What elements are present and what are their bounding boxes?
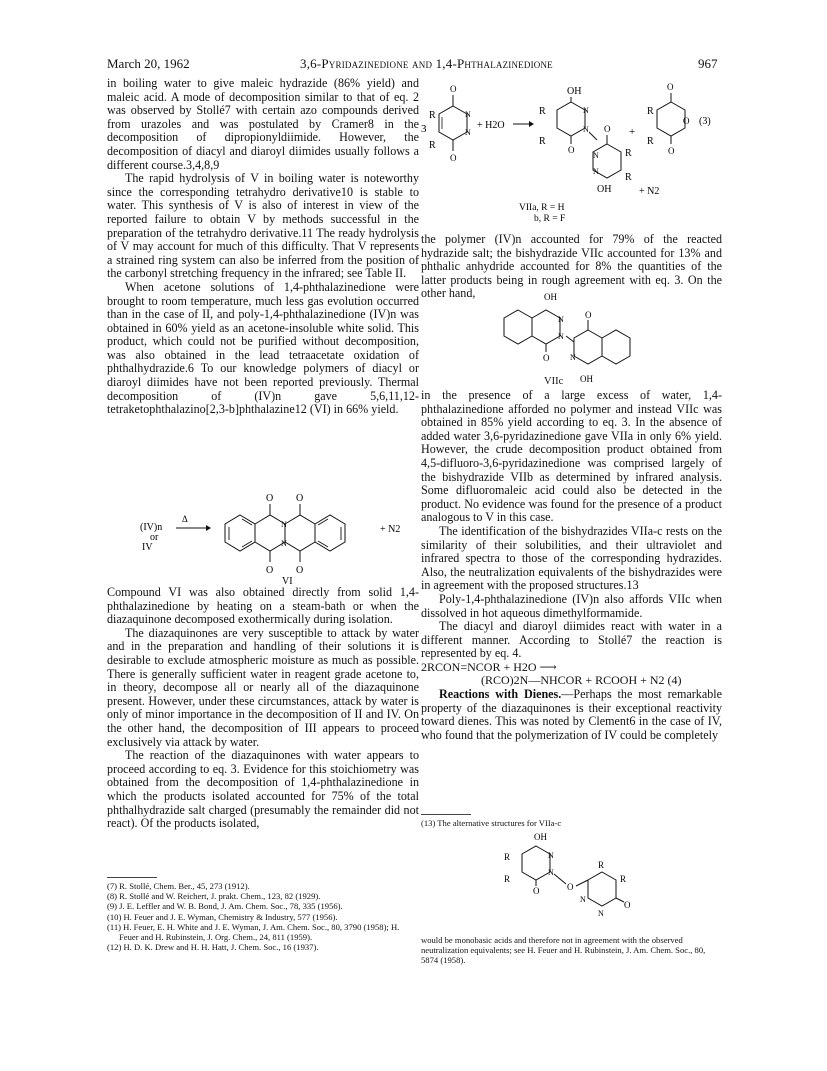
paragraph: When acetone solutions of 1,4-phthalazinedione were brought to room temperature, much less gas evolution occurred than in the case of II, and poly-1,4-phthalazinedione (IV)n was obtained in 60% yield as an acetone-insoluble white solid. This product, which could not be purified without decomposition, was also obtained in the lead tetraacetate oxidation of phthalhydrazide.6 To our knowledge polymers of diacyl or diaroyl diimides have not been reported previously. Thermal decomposition of (IV)n gave 5,6,11,12-tetraketophthalazino[2,3-b]phthalazine12 (VI) in 66% yield.	[107, 279, 419, 417]
footnote: (9) J. E. Leffler and W. B. Bond, J. Am. Chem. Soc., 78, 335 (1956).	[107, 901, 343, 912]
footnotes-left	[107, 881, 419, 952]
right-column-middle	[421, 389, 722, 742]
svg-text:N: N	[465, 110, 471, 119]
svg-text:O: O	[296, 565, 304, 576]
svg-text:R: R	[504, 852, 511, 862]
footnote-rule	[107, 877, 157, 878]
svg-text:O: O	[683, 116, 690, 126]
paragraph: The diacyl and diaroyl diimides react with water in a different manner. According to Stollé7 the reaction is represented by eq. 4.	[421, 619, 722, 661]
structure-VIIc	[500, 290, 660, 390]
svg-text:R: R	[625, 172, 632, 183]
reactant-label: IV	[142, 542, 153, 553]
svg-text:O: O	[585, 310, 592, 320]
svg-text:O: O	[667, 82, 674, 92]
svg-text:O: O	[567, 882, 574, 892]
scheme-compound-VI	[140, 490, 420, 585]
svg-text:O: O	[450, 84, 457, 94]
svg-text:O: O	[568, 145, 575, 155]
footnote-13-head: (13) The alternative structures for VIIa-c	[421, 818, 562, 828]
svg-text:O: O	[604, 124, 611, 134]
running-header-title: 3,6-Pyridazinedione and 1,4-Phthalazinedione	[300, 56, 553, 71]
svg-text:N: N	[281, 539, 287, 548]
paragraph: The rapid hydrolysis of V in boiling water is noteworthy since the corresponding tetrahydro derivative10 is stable to water. This synthesis of V is also of interest in view of the reported failure to obtain V by methods successful in the preparation of the tetrahydro derivative.11 The ready hydrolysis of V may account for much of this difficulty. That V represents a strained ring system can also be inferred from the position of the carbonyl stretching frequency in the infrared; see Table II.	[107, 171, 419, 281]
svg-text:O: O	[450, 153, 457, 163]
footnote: (7) R. Stollé, Chem. Ber., 45, 273 (1912).	[107, 881, 250, 891]
delta-label: Δ	[182, 514, 188, 524]
svg-text:R: R	[429, 110, 436, 121]
left-column-upper	[107, 77, 419, 417]
arrow-head-icon	[206, 525, 211, 531]
svg-text:3: 3	[421, 123, 427, 135]
VIIc-diagram	[500, 290, 660, 390]
svg-text:R: R	[504, 874, 511, 884]
svg-text:R: R	[647, 136, 654, 147]
svg-text:N: N	[281, 520, 287, 529]
compound-label: b, R = F	[534, 214, 566, 224]
equation-4-line-2: (RCO)2N—NHCOR + RCOOH + N2 (4)	[481, 673, 682, 688]
paragraph: in the presence of a large excess of water, 1,4-phthalazinedione afforded no polymer and instead VIIc was obtained in 85% yield according to eq. 3. In the absence of added water 3,6-pyridazinedione gave VIIa in only 6% yield. However, the crude decomposition product obtained from 4,5-difluoro-3,6-pyridazinedione was comprised largely of the bishydrazide VIIb as determined by infrared analysis. Some difluoromaleic acid could also be detected in the product. No evidence was found for the presence of a product analogous to V in this case.	[421, 388, 722, 525]
svg-text:+ N2: + N2	[639, 186, 660, 197]
svg-text:N: N	[593, 167, 599, 176]
svg-text:OH: OH	[567, 86, 582, 97]
svg-text:O: O	[266, 565, 274, 576]
paragraph: The reaction of the diazaquinones with water appears to proceed according to eq. 3. Evidence for this stoichiometry was obtained from the decomposition of 1,4-phthalazinedione in which the products isolated accounted for 75% of the total phthalhydrazide salt charged (presumably the remainder did not react). Of the products isolated,	[107, 748, 419, 831]
svg-text:N: N	[593, 151, 599, 160]
compound-VIIc-label: VIIc	[544, 376, 564, 387]
svg-text:R: R	[625, 148, 632, 159]
reactant-label: (IV)n	[140, 522, 163, 533]
svg-text:O: O	[668, 146, 675, 156]
svg-text:OH: OH	[544, 292, 557, 302]
compound-label: VIIa, R = H	[519, 203, 565, 213]
equation-number: (3)	[699, 116, 711, 127]
svg-text:+: +	[629, 126, 636, 138]
structure-VI-diagram	[140, 490, 420, 585]
svg-text:+ H2O: + H2O	[477, 120, 505, 131]
svg-text:N: N	[583, 125, 589, 134]
svg-text:N: N	[558, 332, 564, 341]
svg-text:O: O	[624, 900, 631, 910]
arrow-head-icon	[529, 121, 534, 127]
svg-text:R: R	[539, 106, 546, 117]
footnote: (12) H. D. K. Drew and H. H. Hatt, J. Chem. Soc., 16 (1937).	[107, 942, 319, 953]
svg-text:N: N	[548, 851, 554, 860]
svg-text:O: O	[533, 886, 540, 896]
paragraph: Compound VI was also obtained directly from solid 1,4-phthalazinedione by heating on a steam-bath or when the diazaquinone decomposed exothermically during isolation.	[107, 585, 419, 627]
svg-text:N: N	[548, 868, 554, 877]
scheme-equation-3	[421, 80, 722, 230]
paragraph: The identification of the bishydrazides VIIa-c rests on the similarity of their solubilities, and their ultraviolet and infrared spectra to those of the corresponding hydrazides. Also, the neutralization equivalents of the bishydrazides were in agreement with the proposed structures.13	[421, 523, 722, 593]
svg-text:N: N	[583, 106, 589, 115]
svg-text:N: N	[570, 353, 576, 362]
paragraph: Poly-1,4-phthalazinedione (IV)n also affords VIIc when dissolved in hot aqueous dimethylformamide.	[421, 591, 722, 620]
svg-text:OH: OH	[597, 184, 612, 195]
compound-VI-label: VI	[282, 576, 293, 585]
svg-text:O: O	[266, 493, 274, 504]
paragraph: The diazaquinones are very susceptible to attack by water and in the preparation and handling of their solutions it is desirable to exclude atmospheric moisture as much as possible. There is generally sufficient water in reagent grade acetone to, in theory, decompose all or nearly all of the diazaquinone present. However, under these circumstances, attack by water is only of minor importance in the decomposition of II and IV. On the other hand, the decomposition of III appears to proceed exclusively via attack by water.	[107, 625, 419, 749]
footnote: (10) H. Feuer and J. E. Wyman, Chemistry & Industry, 577 (1956).	[107, 911, 338, 922]
footnote-rule	[421, 814, 471, 815]
svg-text:N: N	[558, 315, 564, 324]
plus-n2-label: + N2	[380, 524, 401, 535]
footnote: (8) R. Stollé and W. Reichert, J. prakt. Chem., 123, 82 (1929).	[107, 891, 321, 902]
section-heading: Reactions with Dienes.	[439, 687, 562, 702]
svg-text:OH: OH	[534, 832, 547, 842]
svg-text:N: N	[465, 128, 471, 137]
svg-text:R: R	[620, 874, 627, 884]
alternative-structure-diagram	[490, 830, 660, 932]
paragraph: the polymer (IV)n accounted for 79% of the reacted hydrazide salt; the bishydrazide VIIc accounted for 13% and phthalic anhydride accounted for 8% the quantities of the latter products being in rough agreement with eq. 3. On the other hand,	[421, 232, 722, 301]
svg-text:R: R	[539, 136, 546, 147]
footnote-13-tail: would be monobasic acids and therefore not in agreement with the observed neutralization equivalents; see H. Feuer and H. Rubinstein, J. Am. Chem. Soc., 80, 5874 (1958).	[421, 935, 706, 966]
svg-text:O: O	[543, 353, 550, 363]
equation-3-diagram	[421, 80, 722, 230]
reactant-or-label: or	[150, 532, 159, 543]
footnote: (11) H. Feuer, E. H. White and J. E. Wyman, J. Am. Chem. Soc., 80, 3790 (1958); H. Feuer and H. Rubinstein, J. Org. Chem., 24, 811 (1959).	[107, 921, 400, 943]
svg-text:O: O	[296, 493, 304, 504]
left-column-lower	[107, 586, 419, 831]
svg-text:R: R	[647, 106, 654, 117]
page-number: 967	[698, 56, 718, 71]
svg-text:R: R	[429, 140, 436, 151]
structure-alternative	[490, 830, 660, 932]
running-header-date: March 20, 1962	[107, 56, 190, 71]
svg-text:R: R	[598, 860, 605, 870]
svg-text:N: N	[598, 909, 604, 918]
svg-text:N: N	[580, 895, 586, 904]
equation-4-line-1: 2RCON=NCOR + H2O ⟶	[421, 659, 557, 674]
paragraph: in boiling water to give maleic hydrazide (86% yield) and maleic acid. A mode of decomposition similar to that of eq. 2 was observed by Stollé7 with certain azo compounds derived from urazoles and was postulated by Cramer8 in the decomposition of dipropionyldiimide. However, the decomposition of diacyl and diaroyl diimides usually follows a different course.3,4,8,9	[107, 76, 419, 172]
paragraph-dienes: Reactions with Dienes.—Perhaps the most remarkable property of the diazaquinones is their exceptional reactivity toward dienes. This was noted by Clement6 in the case of IV, who found that the polymerization of IV could be completely	[421, 687, 722, 742]
svg-text:OH: OH	[580, 374, 593, 384]
